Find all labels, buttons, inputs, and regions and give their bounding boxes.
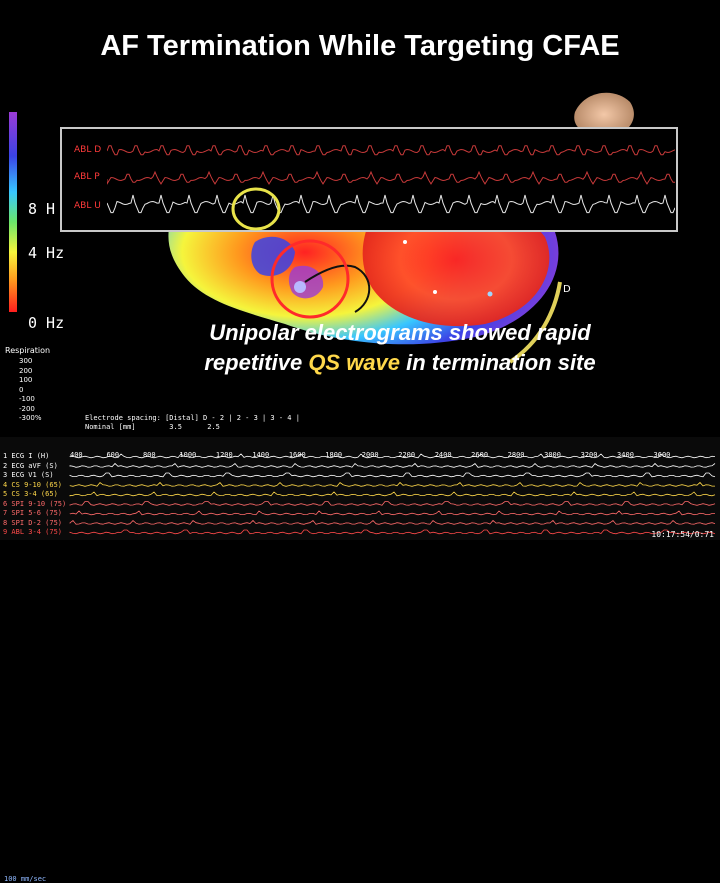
- qs-wave-highlight: QS wave: [308, 350, 401, 375]
- frequency-colorbar: [9, 112, 17, 312]
- time-tick-label: 2400: [434, 451, 452, 459]
- timestamp: 10:17:54/0:71: [651, 530, 714, 539]
- trace-abl-d: [107, 146, 675, 155]
- strip-trace: [70, 473, 715, 477]
- strip-channel-label: 3 ECG V1 (S): [3, 471, 54, 479]
- time-tick-label: 800: [142, 451, 156, 459]
- respiration-scale-value: -300%: [19, 414, 42, 422]
- electrode-spacing: [85, 414, 300, 432]
- strip-channel-label: 5 CS 3-4 (65): [3, 490, 58, 498]
- strip-channel-label: 9 ABL 3-4 (75): [3, 528, 63, 536]
- electrogram-inset: [60, 127, 678, 232]
- time-tick-label: 1800: [325, 451, 343, 459]
- electrode-spacing-line-1: Electrode spacing: [Distal] D - 2 | 2 - 3 | 3 - 4 |: [85, 414, 300, 422]
- time-tick-label: 400: [70, 451, 83, 459]
- strip-channel-label: 6 SPI 9-10 (75): [3, 499, 67, 508]
- callout-line-1: Unipolar electrograms showed rapid: [209, 320, 591, 345]
- time-tick-label: 2600: [471, 451, 489, 459]
- channel-label-abl-d: ABL D: [74, 145, 102, 155]
- time-tick-label: 2200: [398, 451, 416, 459]
- trace-abl-p: [107, 172, 675, 184]
- catheter-label: D: [563, 284, 571, 295]
- time-tick-label: 1200: [215, 451, 233, 459]
- electrogram-traces: [107, 129, 675, 230]
- callout-line-2: [105, 348, 695, 378]
- callout-text: [105, 318, 695, 378]
- respiration-scale-value: 100: [19, 376, 33, 384]
- recording-strip[interactable]: [0, 437, 720, 883]
- strip-trace: [70, 530, 715, 534]
- callout-line-2-post: in termination site: [400, 350, 596, 375]
- time-tick-label: 3200: [580, 451, 598, 459]
- respiration-scale-value: -200: [19, 404, 35, 413]
- time-tick-label: 1600: [288, 451, 306, 459]
- colorbar-label-0hz: 0 Hz: [22, 312, 92, 338]
- time-tick-label: 1000: [179, 451, 197, 459]
- strip-trace: [70, 511, 715, 515]
- time-tick-label: 3000: [544, 451, 561, 459]
- channel-label-abl-u: ABL U: [74, 201, 101, 211]
- strip-trace: [70, 492, 715, 496]
- respiration-scale-value: 300: [19, 357, 33, 365]
- respiration-title: Respiration: [5, 346, 51, 355]
- slide-title: AF Termination While Targeting CFAE: [100, 30, 620, 62]
- time-tick-label: 1400: [252, 451, 270, 459]
- strip-channel-label: 7 SPI 5-6 (75): [3, 509, 63, 517]
- respiration-box: [5, 346, 57, 431]
- trace-abl-u: [107, 195, 675, 213]
- qs-wave-circle: [228, 185, 288, 235]
- strip-trace: [70, 502, 715, 506]
- colorbar-label-8hz: 8 H: [22, 198, 64, 220]
- strip-channel-label: 1 ECG I (H): [3, 452, 50, 460]
- strip-channel-label: 4 CS 9-10 (65): [3, 480, 63, 489]
- scale-indicator: 100 mm/sec: [4, 875, 47, 883]
- strip-channel-label: 8 SPI D-2 (75): [3, 518, 63, 527]
- respiration-scale-value: 200: [19, 366, 33, 375]
- respiration-scale-value: 0: [19, 385, 24, 394]
- colorbar-label-4hz: 4 Hz: [22, 242, 92, 271]
- callout-line-2-pre: repetitive: [204, 350, 309, 375]
- respiration-scale: [5, 357, 57, 424]
- strip-channel-label: 2 ECG aVF (S): [3, 461, 58, 470]
- respiration-scale-value: -100: [19, 395, 35, 403]
- time-tick-label: 600: [106, 451, 120, 459]
- electrode-spacing-line-2: Nominal [mm] 3.5 2.5: [85, 423, 220, 431]
- time-tick-label: 3400: [617, 451, 634, 459]
- channel-label-abl-p: ABL P: [74, 172, 100, 182]
- strip-trace: [70, 483, 715, 487]
- time-tick-label: 2000: [361, 451, 379, 459]
- strip-trace: [70, 521, 715, 525]
- time-tick-label: 2800: [507, 451, 525, 459]
- time-tick-label: 3600: [653, 451, 671, 459]
- strip-trace: [70, 464, 715, 468]
